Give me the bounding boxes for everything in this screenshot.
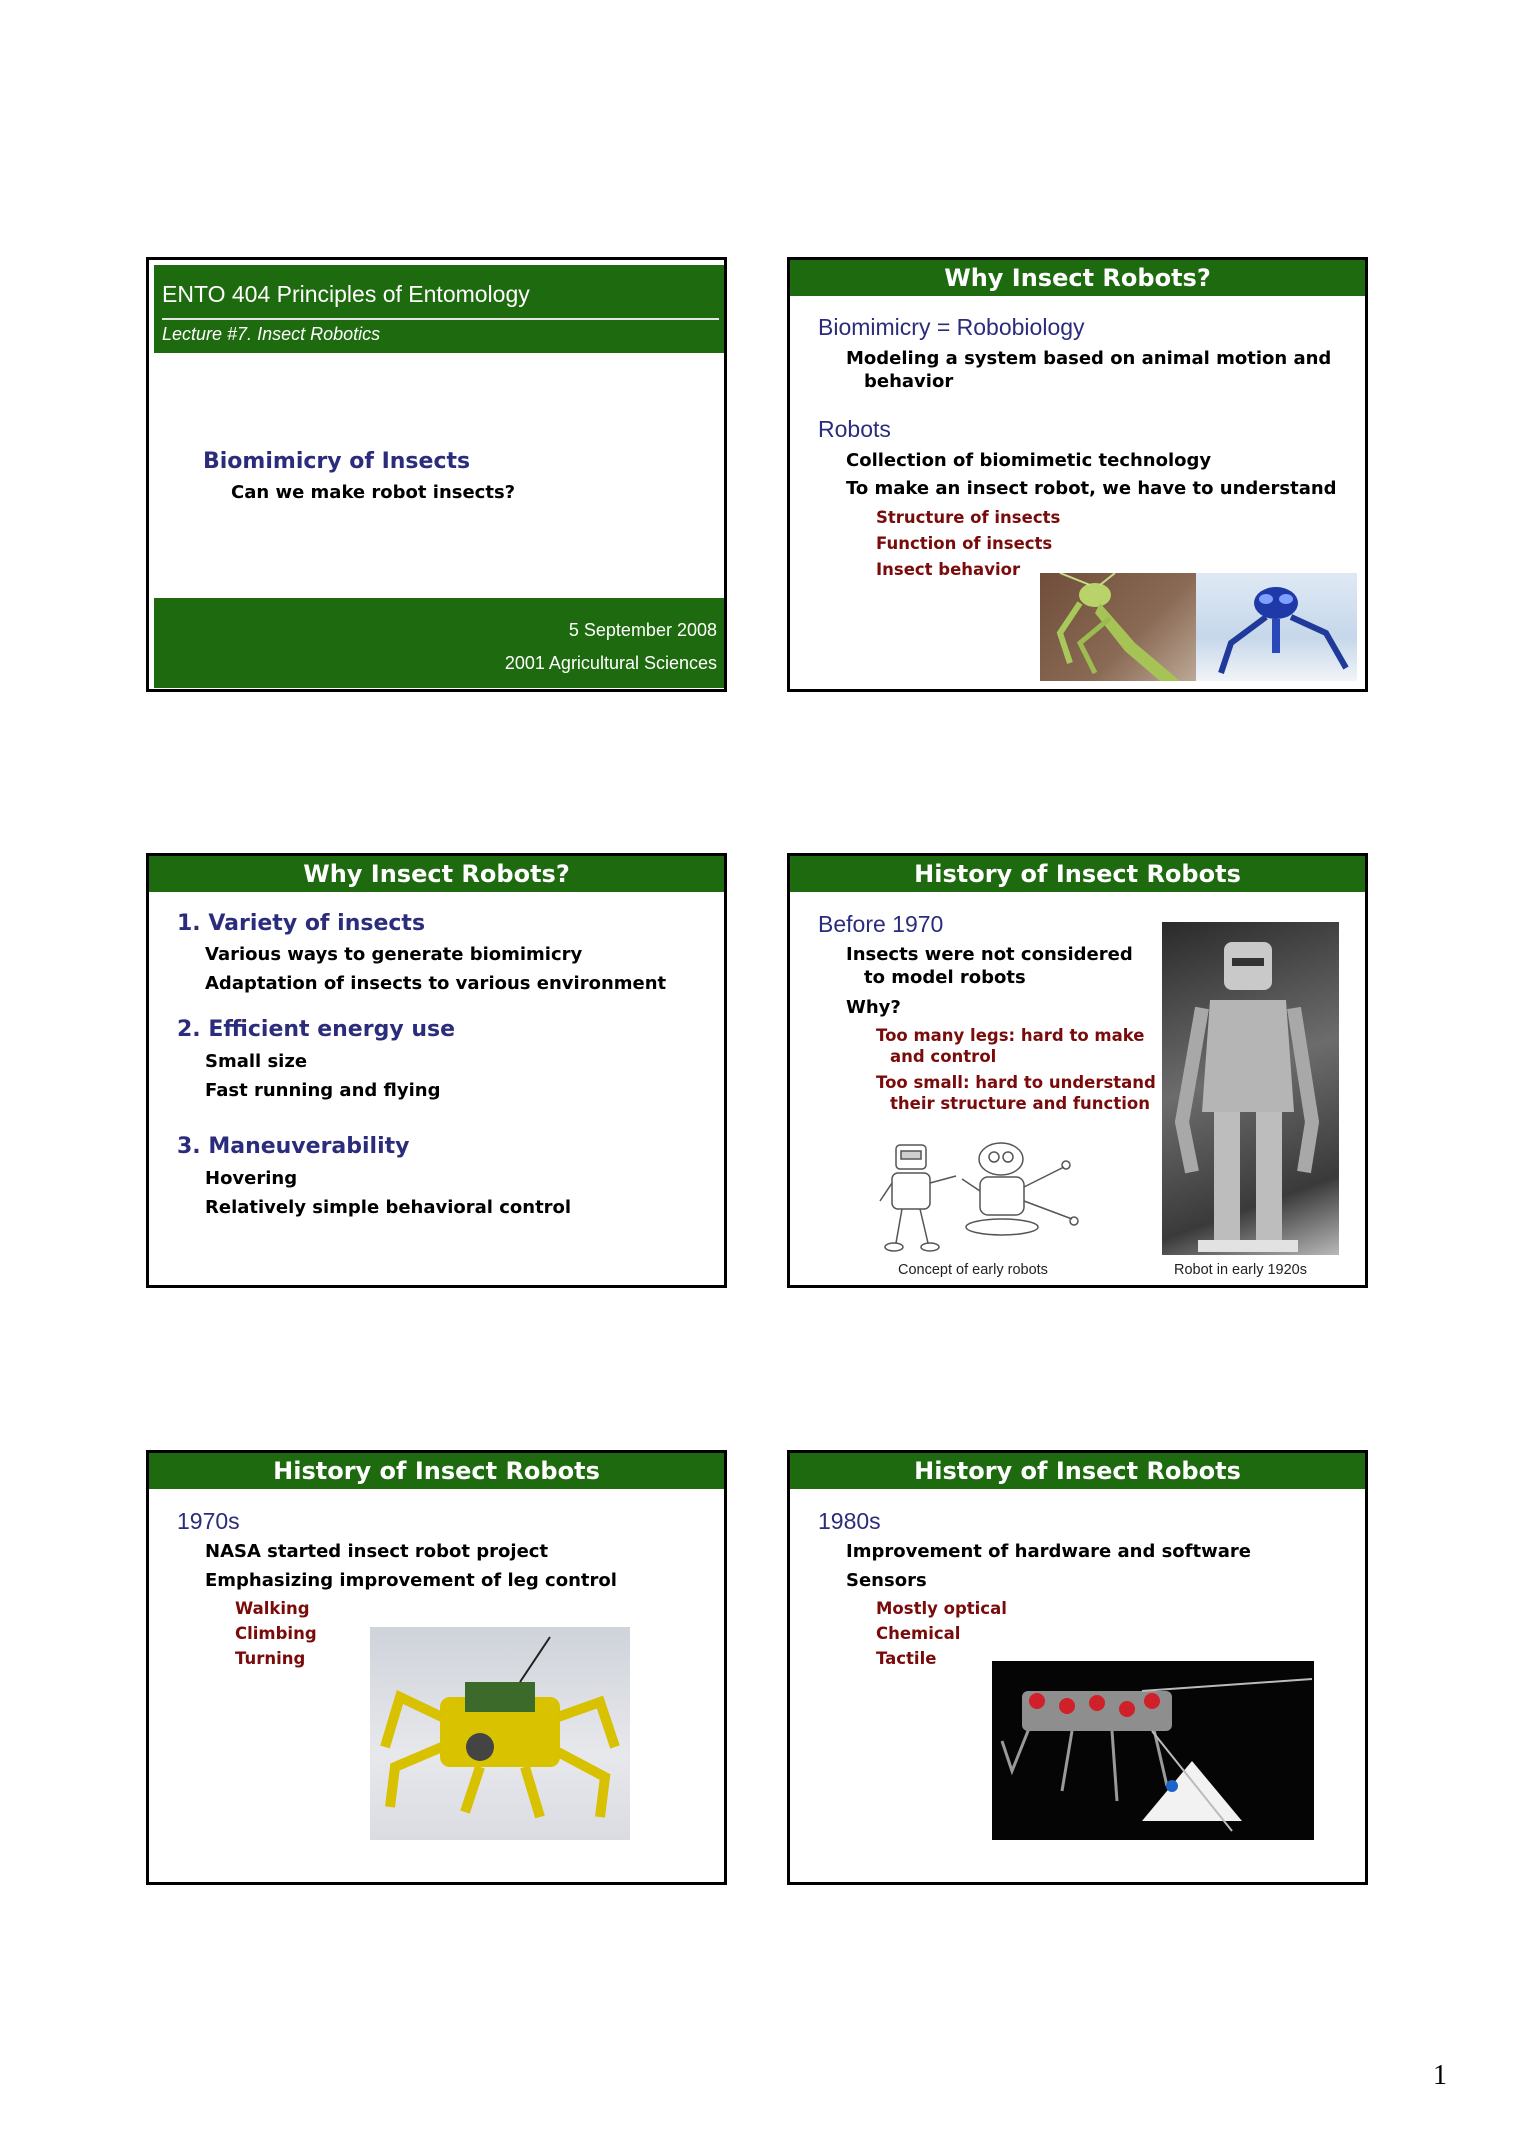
sub-bullet: Turning (235, 1649, 306, 1668)
bullet-text: Adaptation of insects to various environment (205, 973, 667, 994)
early-robot-concept-illustration (876, 1131, 1091, 1259)
bullet-text: Modeling a system based on animal motion and (846, 348, 1332, 369)
slide-title: Why Insect Robots? (790, 260, 1365, 296)
red-hexapod-icon (992, 1661, 1314, 1840)
slide-heading: Biomimicry of Insects (203, 449, 471, 474)
bullet-text: Sensors (846, 1570, 927, 1591)
caption-early-robots: Concept of early robots (898, 1262, 1048, 1278)
mantis-photo (1040, 573, 1196, 681)
sub-bullet: Function of insects (876, 534, 1053, 553)
sensor-robot-photo (992, 1661, 1314, 1840)
heading-1970s: 1970s (177, 1508, 240, 1534)
bullet-text: Hovering (205, 1168, 298, 1189)
slide-5 (146, 1450, 727, 1885)
bullet-text: Relatively simple behavioral control (205, 1197, 572, 1218)
bullet-text: Insects were not considered (846, 944, 1133, 965)
sub-bullet: Structure of insects (876, 508, 1061, 527)
slide-question: Can we make robot insects? (231, 482, 516, 503)
caption-1920s-robot: Robot in early 1920s (1174, 1262, 1307, 1278)
heading-variety: 1. Variety of insects (177, 911, 426, 936)
bullet-text: To make an insect robot, we have to understand (846, 478, 1337, 499)
bullet-text: Emphasizing improvement of leg control (205, 1570, 617, 1591)
sub-bullet: Insect behavior (876, 560, 1021, 579)
sub-bullet: Chemical (876, 1624, 961, 1643)
lecture-location: 2001 Agricultural Sciences (504, 653, 717, 673)
sub-bullet: their structure and function (890, 1094, 1150, 1113)
bullet-why: Why? (846, 997, 901, 1018)
heading-before-1970: Before 1970 (818, 911, 944, 937)
yellow-hexapod-icon (370, 1627, 630, 1840)
course-title: ENTO 404 Principles of Entomology (162, 281, 530, 307)
heading-energy: 2. Efficient energy use (177, 1017, 456, 1042)
sub-bullet: Mostly optical (876, 1599, 1007, 1618)
heading-robots: Robots (818, 416, 891, 442)
slide-1 (146, 257, 727, 692)
slide-4 (787, 853, 1368, 1288)
sub-bullet: Tactile (876, 1649, 937, 1668)
sub-bullet: Climbing (235, 1624, 317, 1643)
cartoon-robots-icon (876, 1131, 1091, 1259)
heading-1980s: 1980s (818, 1508, 881, 1534)
hexapod-robot-photo (370, 1627, 630, 1840)
robot-mantis-render (1196, 573, 1357, 681)
slide-title: History of Insect Robots (149, 1453, 724, 1489)
slide-title: Why Insect Robots? (149, 856, 724, 892)
bullet-text: to model robots (864, 967, 1026, 988)
bullet-text: NASA started insect robot project (205, 1541, 549, 1562)
bullet-text: Fast running and flying (205, 1080, 441, 1101)
bullet-text: behavior (864, 371, 954, 392)
title-divider (162, 318, 719, 320)
lecture-subtitle: Lecture #7. Insect Robotics (162, 324, 381, 344)
date-banner (154, 598, 725, 688)
slide-title: History of Insect Robots (790, 1453, 1365, 1489)
slide-title: History of Insect Robots (790, 856, 1365, 892)
mantis-icon (1040, 573, 1196, 681)
heading-biomimicry: Biomimicry = Robobiology (818, 314, 1085, 340)
robot-1920s-photo (1162, 922, 1339, 1255)
heading-maneuverability: 3. Maneuverability (177, 1134, 410, 1159)
page-number: 1 (1433, 2060, 1447, 2091)
bullet-text: Small size (205, 1051, 308, 1072)
metal-robot-icon (1162, 922, 1339, 1255)
title-banner (154, 265, 725, 353)
slide-2 (787, 257, 1368, 692)
sub-bullet: and control (890, 1047, 997, 1066)
sub-bullet: Too small: hard to understand (876, 1073, 1156, 1092)
robot-mantis-icon (1196, 573, 1357, 681)
bullet-text: Various ways to generate biomimicry (205, 944, 583, 965)
bullet-text: Improvement of hardware and software (846, 1541, 1251, 1562)
slide-6 (787, 1450, 1368, 1885)
sub-bullet: Too many legs: hard to make (876, 1026, 1145, 1045)
slide-3 (146, 853, 727, 1288)
sub-bullet: Walking (235, 1599, 310, 1618)
lecture-date: 5 September 2008 (568, 620, 717, 640)
bullet-text: Collection of biomimetic technology (846, 450, 1212, 471)
